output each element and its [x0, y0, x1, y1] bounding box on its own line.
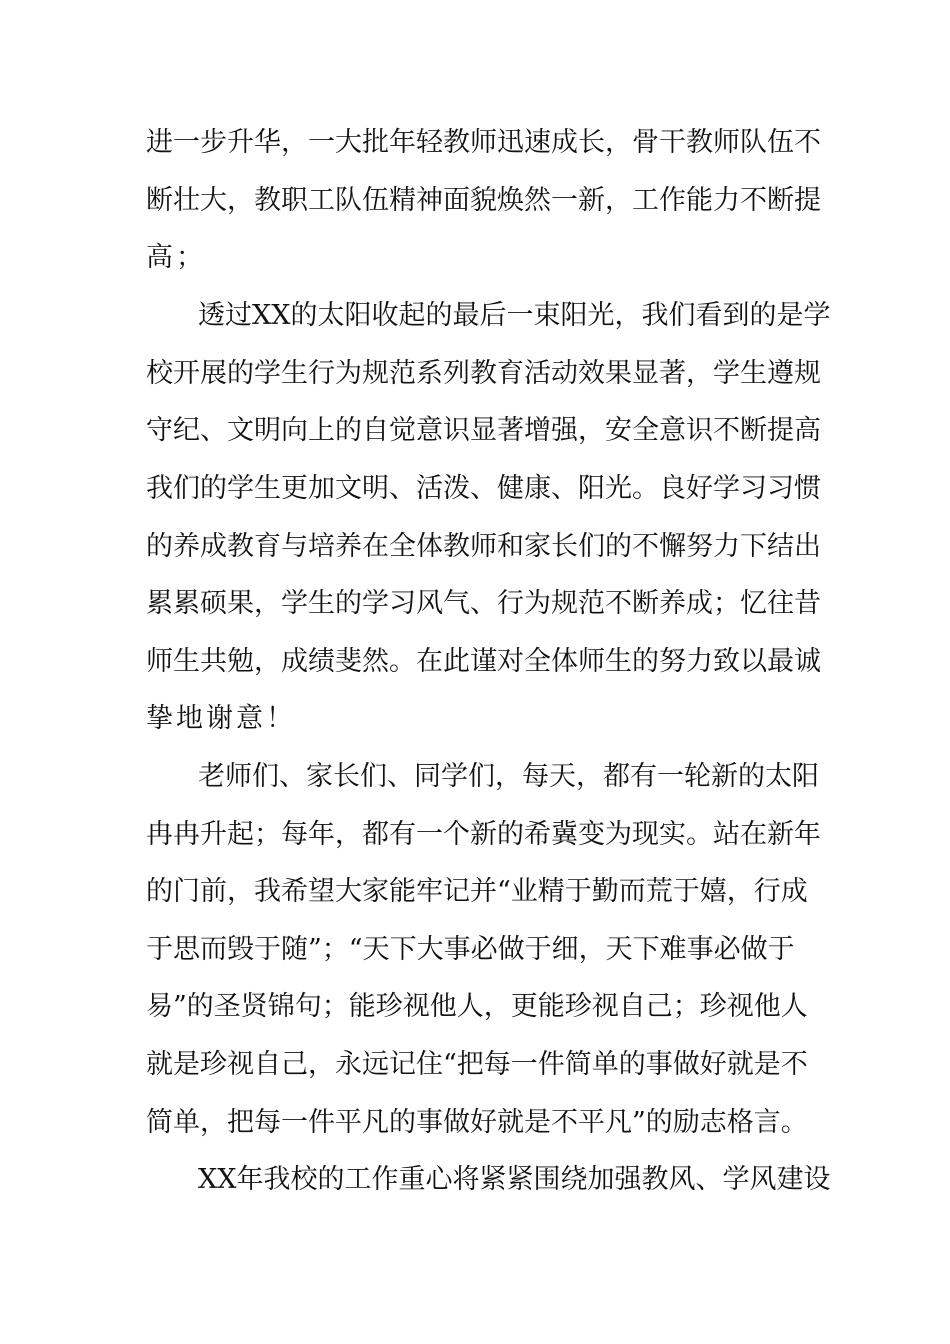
text-line: 守纪、文明向上的自觉意识显著增强，安全意识不断提高	[146, 415, 821, 446]
text-line: 校开展的学生行为规范系列教育活动效果显著，学生遵规	[146, 358, 821, 389]
text-line: 的养成教育与培养在全体教师和家长们的不懈努力下结出	[146, 531, 821, 562]
text-line: 进一步升华，一大批年轻教师迅速成长，骨干教师队伍不	[146, 127, 821, 158]
text-line: 透过XX的太阳收起的最后一束阳光，我们看到的是学	[198, 300, 831, 331]
text-line: 就是珍视自己，永远记住“把每一件简单的事做好就是不	[146, 1049, 808, 1080]
text-line: 的门前，我希望大家能牢记并“业精于勤而荒于嬉，行成	[146, 876, 808, 907]
text-line: 我们的学生更加文明、活泼、健康、阳光。良好学习习惯	[146, 473, 821, 504]
text-line: 师生共勉，成绩斐然。在此谨对全体师生的努力致以最诚	[146, 646, 821, 677]
text-line: 易”的圣贤锦句；能珍视他人，更能珍视自己；珍视他人	[146, 991, 808, 1022]
text-line: 高；	[146, 242, 206, 273]
text-line: 于思而毁于随”；“天下大事必做于细，天下难事必做于	[146, 934, 795, 965]
text-line: 老师们、家长们、同学们，每天，都有一轮新的太阳	[198, 761, 819, 792]
text-line: 简单，把每一件平凡的事做好就是不平凡”的励志格言。	[146, 1107, 808, 1138]
text-line: 挚地谢意！	[146, 703, 296, 734]
text-line: 冉冉升起；每年，都有一个新的希冀变为现实。站在新年	[146, 819, 821, 850]
text-line: 断壮大，教职工队伍精神面貌焕然一新，工作能力不断提	[146, 185, 821, 216]
text-line: XX年我校的工作重心将紧紧围绕加强教风、学风建设	[198, 1164, 831, 1195]
text-line: 累累硕果，学生的学习风气、行为规范不断养成；忆往昔	[146, 588, 821, 619]
